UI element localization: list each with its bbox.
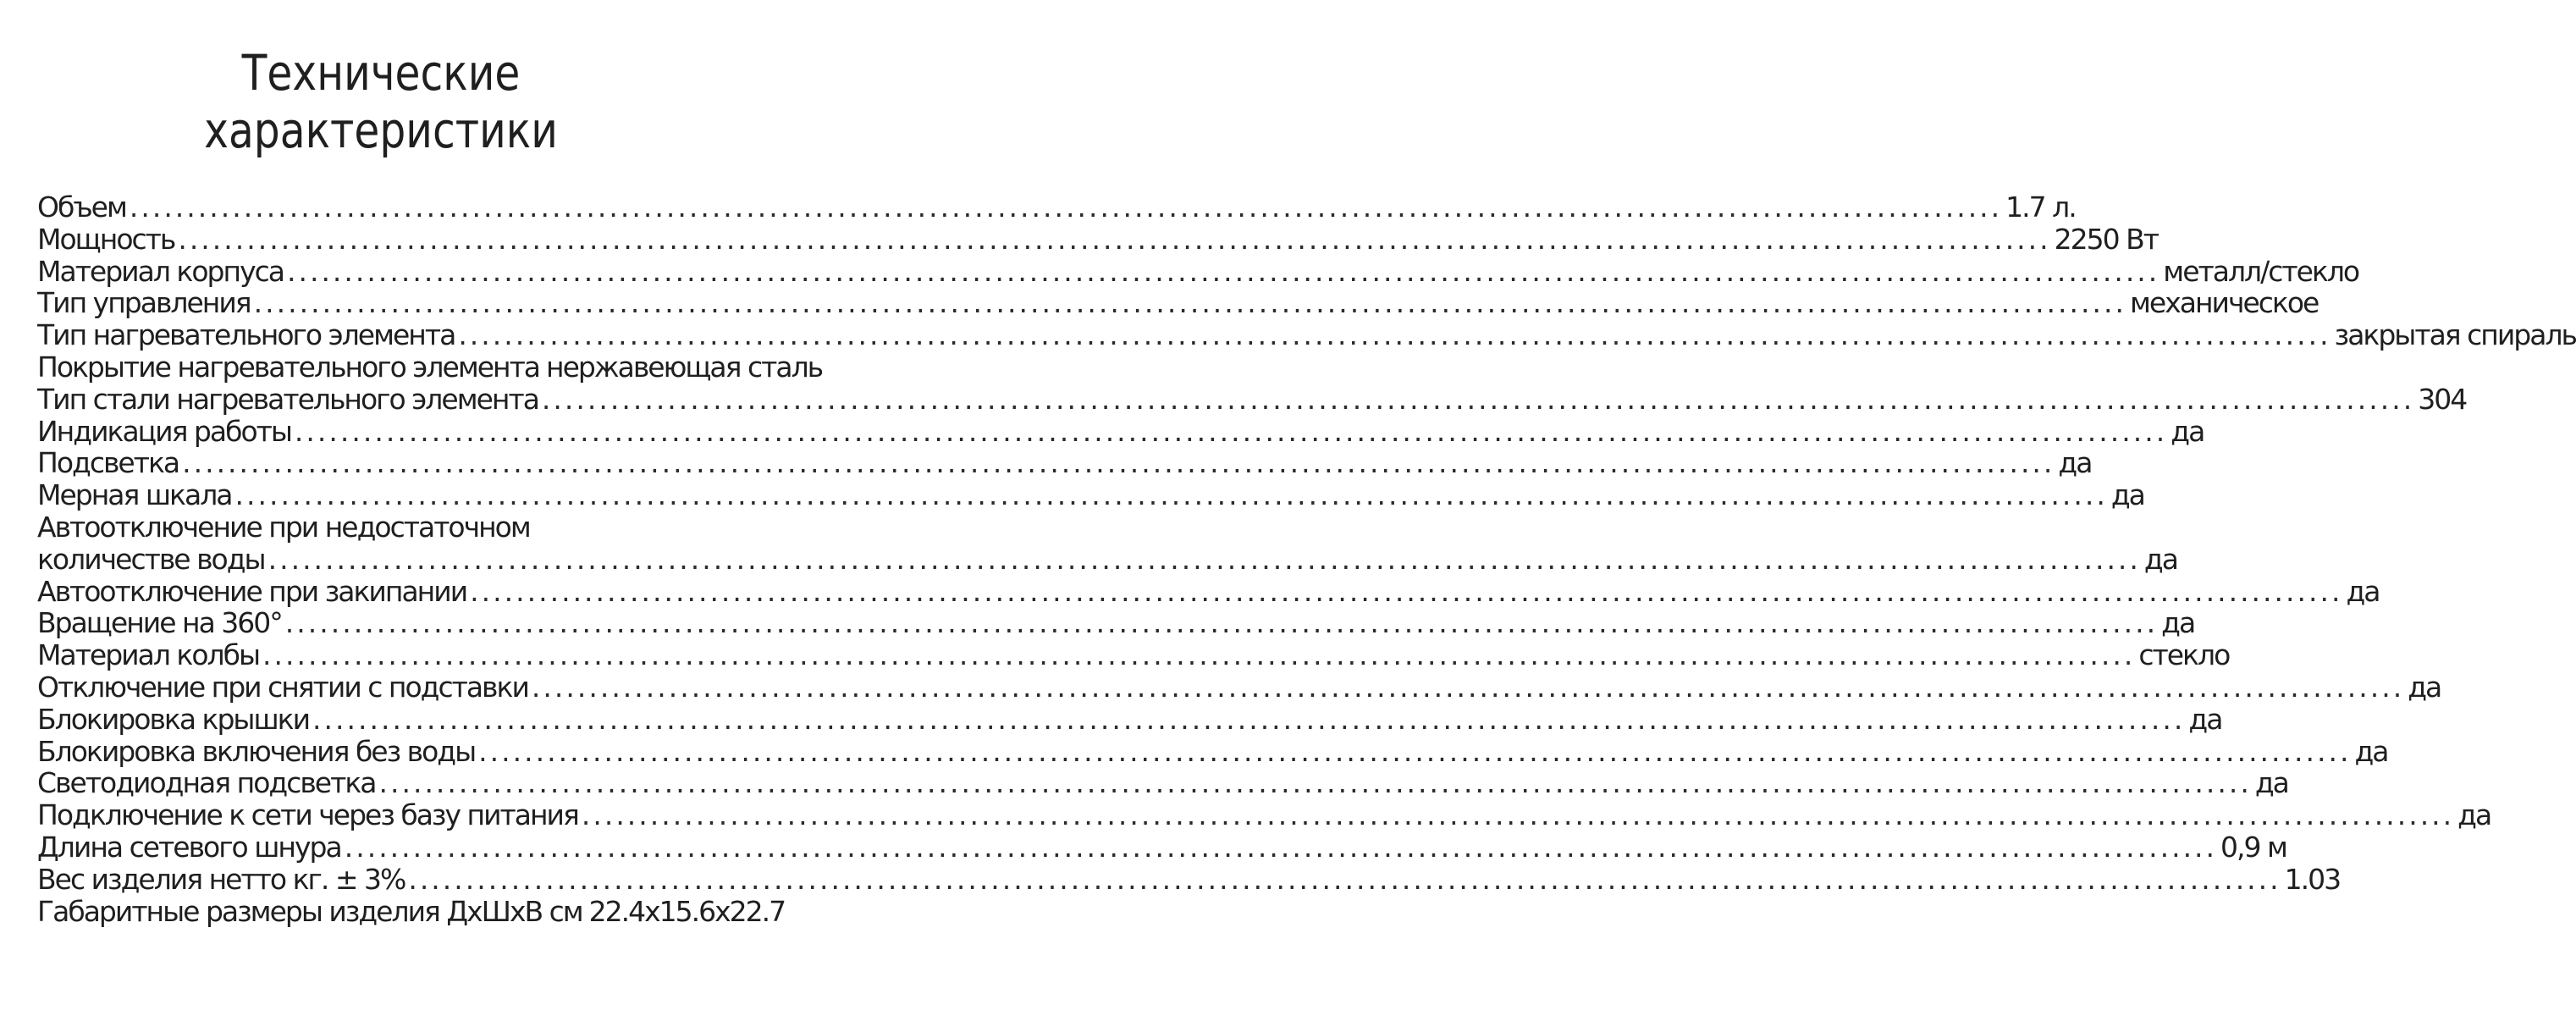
spec-row-volume xyxy=(37,190,2076,224)
dot-leader xyxy=(287,256,2160,288)
spec-value: нержавеющая сталь xyxy=(546,350,823,384)
spec-list xyxy=(37,190,2576,928)
spec-row-operation-indicator xyxy=(37,414,2204,448)
spec-row-power-base-connection xyxy=(37,798,2491,832)
spec-label: Длина сетевого шнура xyxy=(37,830,341,864)
dot-leader xyxy=(268,544,2141,576)
spec-value: металл/стекло xyxy=(2163,254,2359,288)
spec-row-base-removal-shutoff xyxy=(37,670,2441,704)
spec-value: да xyxy=(2408,670,2441,704)
spec-value: да xyxy=(2188,702,2222,736)
spec-label: Блокировка включения без воды xyxy=(37,734,476,768)
dot-leader xyxy=(532,671,2404,704)
spec-row-low-water-shutoff-line1 xyxy=(37,511,714,544)
dot-leader xyxy=(254,287,2126,319)
spec-value: да xyxy=(2346,574,2380,608)
spec-label: Мощность xyxy=(37,222,175,256)
dot-leader xyxy=(478,736,2351,768)
dot-leader xyxy=(582,799,2454,831)
dot-leader xyxy=(470,576,2342,608)
spec-value: 0,9 м xyxy=(2220,830,2286,864)
spec-label: Вес изделия нетто кг. ± 3% xyxy=(37,862,405,896)
spec-row-flask-material xyxy=(37,638,2230,672)
dot-leader xyxy=(295,416,2167,448)
spec-value: 2250 Вт xyxy=(2054,222,2158,256)
spec-row-dimensions xyxy=(37,894,786,928)
spec-label: количестве воды xyxy=(37,542,265,576)
dot-leader xyxy=(345,831,2217,864)
spec-value: да xyxy=(2457,798,2491,832)
spec-label: Автоотключение при закипании xyxy=(37,574,467,608)
spec-label: Материал корпуса xyxy=(37,254,284,288)
spec-label: Подсветка xyxy=(37,446,179,480)
spec-row-measuring-scale xyxy=(37,478,2144,512)
dot-leader xyxy=(378,767,2251,799)
spec-row-heating-element-coating xyxy=(37,350,823,384)
spec-row-net-weight xyxy=(37,862,2341,896)
title-line-2: характеристики xyxy=(204,102,558,159)
dot-leader xyxy=(408,864,2281,896)
spec-label: Автоотключение при недостаточном xyxy=(37,510,530,544)
spec-label: Подключение к сети через базу питания xyxy=(37,798,578,832)
spec-row-led-backlight xyxy=(37,766,2288,800)
spec-value: да xyxy=(2354,734,2388,768)
dot-leader xyxy=(130,191,2002,224)
spec-row-control-type xyxy=(37,286,2319,320)
dot-leader xyxy=(262,639,2135,671)
spec-label: Тип управления xyxy=(37,286,251,320)
spec-value: да xyxy=(2143,542,2177,576)
dot-leader xyxy=(235,479,2108,511)
spec-row-body-material xyxy=(37,254,2359,288)
spec-row-rotation xyxy=(37,606,2195,640)
spec-label: Индикация работы xyxy=(37,414,291,448)
spec-label: Вращение на 360° xyxy=(37,606,282,640)
spec-row-low-water-shutoff xyxy=(37,542,2177,576)
spec-value: да xyxy=(2254,766,2288,800)
spec-value: да xyxy=(2110,478,2144,512)
spec-label: Покрытие нагревательного элемента xyxy=(37,350,540,384)
dot-leader xyxy=(182,447,2055,479)
spec-value: 1.03 xyxy=(2284,862,2341,896)
spec-row-boil-shutoff xyxy=(37,574,2380,608)
page-title xyxy=(61,44,701,159)
spec-row-cord-length xyxy=(37,830,2286,864)
spec-label: Светодиодная подсветка xyxy=(37,766,376,800)
spec-label: Тип стали нагревательного элемента xyxy=(37,382,538,416)
dot-leader xyxy=(312,704,2185,736)
dot-leader xyxy=(285,607,2158,639)
spec-value: закрытая спираль xyxy=(2334,318,2576,352)
dot-leader xyxy=(542,384,2414,416)
spec-row-dry-start-lock xyxy=(37,734,2388,768)
spec-value: 304 xyxy=(2418,382,2467,416)
spec-label: Материал колбы xyxy=(37,638,260,672)
spec-label: Мерная шкала xyxy=(37,478,232,512)
dot-leader xyxy=(178,224,2050,256)
spec-label: Габаритные размеры изделия ДхШхВ см xyxy=(37,894,582,928)
spec-label: Отключение при снятии с подставки xyxy=(37,670,528,704)
spec-value: 22.4x15.6x22.7 xyxy=(588,894,786,928)
spec-row-backlight xyxy=(37,446,2092,480)
spec-row-heating-element-steel xyxy=(37,382,2467,416)
spec-value: да xyxy=(2171,414,2204,448)
title-line-1: Технические xyxy=(241,44,521,102)
spec-value: да xyxy=(2161,606,2195,640)
spec-value: механическое xyxy=(2130,286,2319,320)
spec-row-heating-element-type xyxy=(37,318,2576,352)
spec-label: Блокировка крышки xyxy=(37,702,310,736)
dot-leader xyxy=(458,319,2331,351)
spec-value: стекло xyxy=(2138,638,2230,672)
spec-row-power xyxy=(37,222,2158,256)
spec-label: Тип нагревательного элемента xyxy=(37,318,455,352)
spec-value: 1.7 л. xyxy=(2005,190,2076,224)
spec-value: да xyxy=(2058,446,2092,480)
spec-label: Объем xyxy=(37,190,126,224)
spec-row-lid-lock xyxy=(37,702,2222,736)
